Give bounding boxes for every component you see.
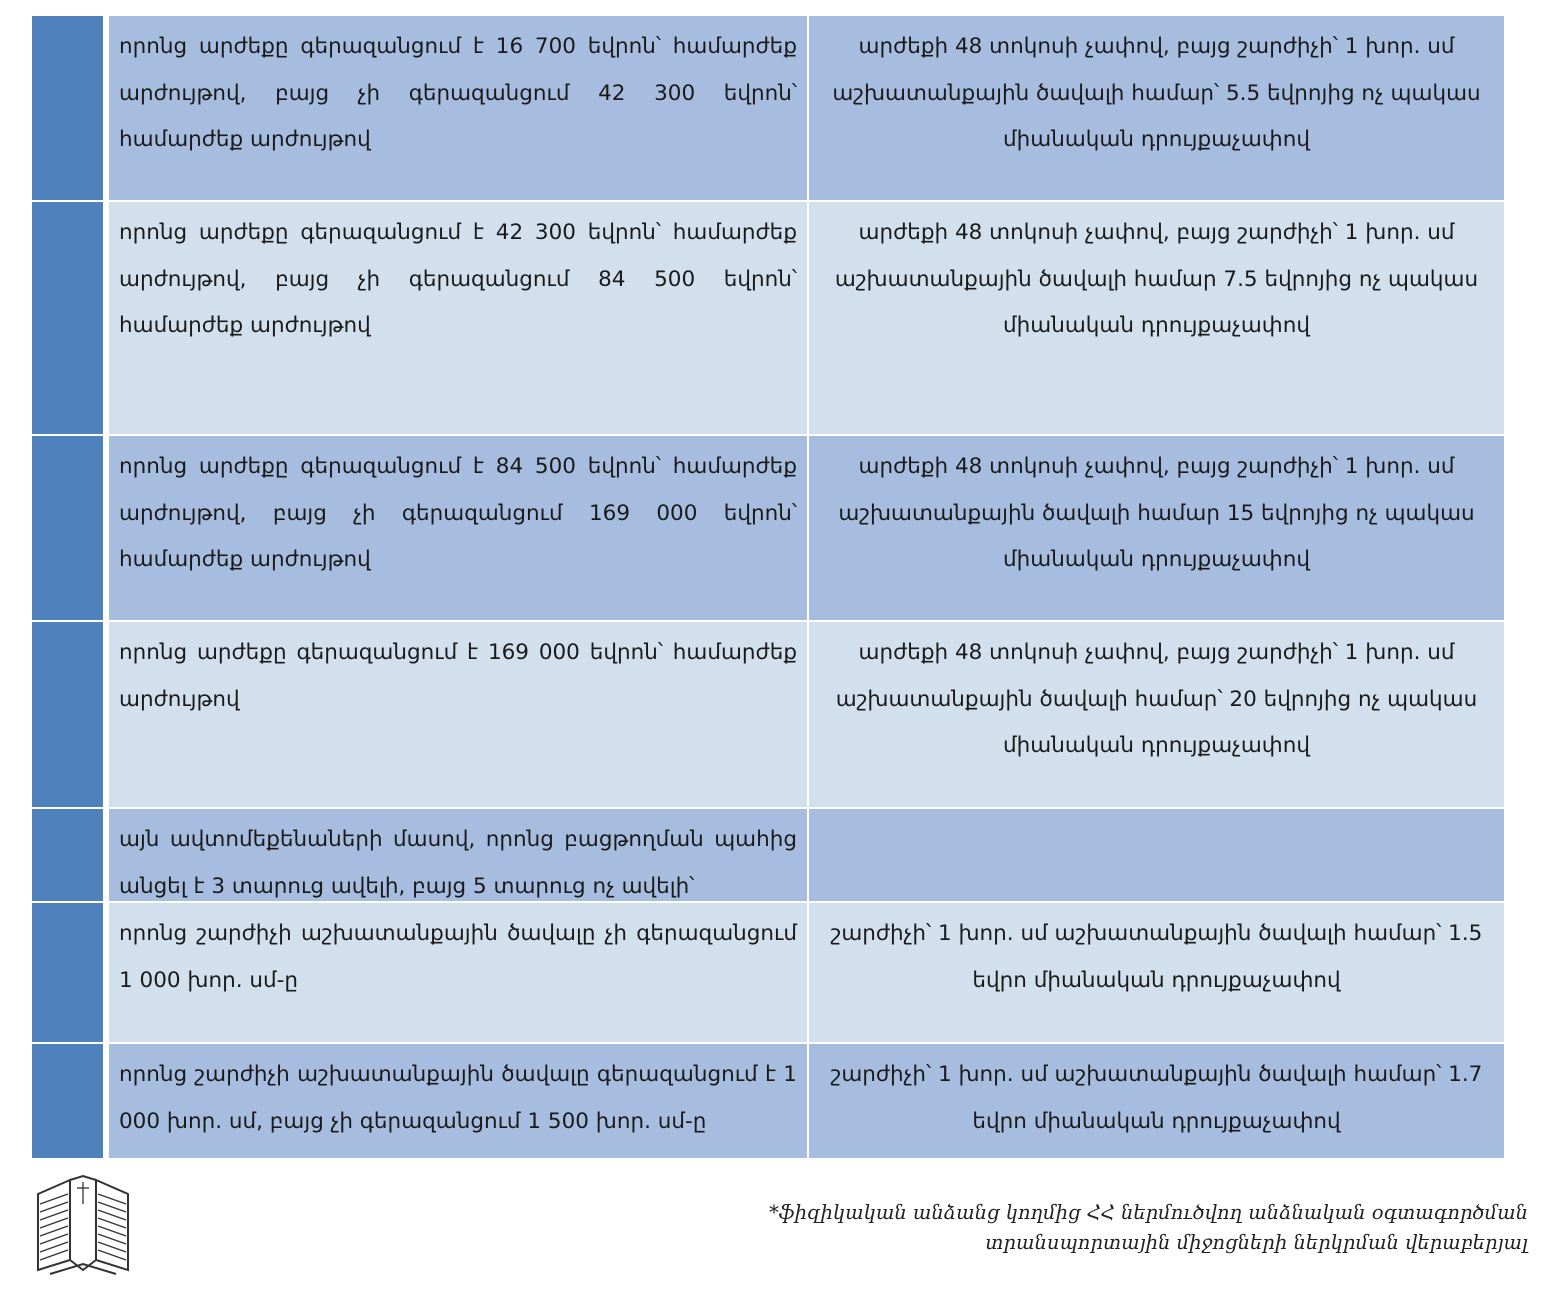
condition-cell: որոնց շարժիչի աշխատանքային ծավալը գերազանցում է 1 000 խոր. սմ, բայց չի գերազանցում 1 500 խոր. սմ-ը (109, 1044, 809, 1158)
condition-cell: որոնց շարժիչի աշխատանքային ծավալը չի գերազանցում 1 000 խոր. սմ-ը (109, 903, 809, 1042)
rate-cell: արժեքի 48 տոկոսի չափով, բայց շարժիչի՝ 1 խոր. սմ աշխատանքային ծավալի համար 7.5 եվրոյից ոչ պակաս միանական դրույքաչափով (809, 202, 1504, 434)
tariff-table (32, 16, 1504, 1158)
table-row (32, 622, 1504, 809)
footnote (628, 1198, 1528, 1258)
condition-cell: որոնց արժեքը գերազանցում է 42 300 եվրոն՝ համարժեք արժույթով, բայց չի գերազանցում 84 500 եվրոն՝ համարժեք արժույթով (109, 202, 809, 434)
footnote-line-1: *ֆիզիկական անձանց կողմից ՀՀ ներմուծվող անձնական օգտագործման (769, 1201, 1528, 1224)
table-row (32, 809, 1504, 903)
table-row (32, 436, 1504, 622)
rate-cell: արժեքի 48 տոկոսի չափով, բայց շարժիչի՝ 1 խոր. սմ աշխատանքային ծավալի համար 15 եվրոյից ոչ պակաս միանական դրույքաչափով (809, 436, 1504, 620)
condition-cell: որոնց արժեքը գերազանցում է 84 500 եվրոն՝ համարժեք արժույթով, բայց չի գերազանցում 169 000 եվրոն՝ համարժեք արժույթով (109, 436, 809, 620)
building-logo-icon (30, 1174, 136, 1278)
row-marker (32, 436, 103, 620)
footnote-line-2: տրանսպորտային միջոցների ներկրման վերաբերյալ (985, 1231, 1528, 1254)
table-row (32, 1044, 1504, 1158)
row-marker (32, 809, 103, 901)
rate-cell: շարժիչի՝ 1 խոր. սմ աշխատանքային ծավալի համար՝ 1.7 եվրո միանական դրույքաչափով (809, 1044, 1504, 1158)
row-marker (32, 202, 103, 434)
rate-cell: արժեքի 48 տոկոսի չափով, բայց շարժիչի՝ 1 խոր. սմ աշխատանքային ծավալի համար՝ 20 եվրոյից ոչ պակաս միանական դրույքաչափով (809, 622, 1504, 807)
table-row (32, 202, 1504, 436)
row-marker (32, 903, 103, 1042)
rate-cell (809, 809, 1504, 901)
rate-cell: արժեքի 48 տոկոսի չափով, բայց շարժիչի՝ 1 խոր. սմ աշխատանքային ծավալի համար՝ 5.5 եվրոյից ոչ պակաս միանական դրույքաչափով (809, 16, 1504, 200)
condition-cell: որոնց արժեքը գերազանցում է 16 700 եվրոն՝ համարժեք արժույթով, բայց չի գերազանցում 42 300 եվրոն՝ համարժեք արժույթով (109, 16, 809, 200)
row-marker (32, 1044, 103, 1158)
rate-cell: շարժիչի՝ 1 խոր. սմ աշխատանքային ծավալի համար՝ 1.5 եվրո միանական դրույքաչափով (809, 903, 1504, 1042)
condition-cell: այն ավտոմեքենաների մասով, որոնց բացթողման պահից անցել է 3 տարուց ավելի, բայց 5 տարուց ոչ ավելի՝ (109, 809, 809, 901)
row-marker (32, 16, 103, 200)
row-marker (32, 622, 103, 807)
table-row (32, 903, 1504, 1044)
condition-cell: որոնց արժեքը գերազանցում է 169 000 եվրոն՝ համարժեք արժույթով (109, 622, 809, 807)
table-row (32, 16, 1504, 202)
